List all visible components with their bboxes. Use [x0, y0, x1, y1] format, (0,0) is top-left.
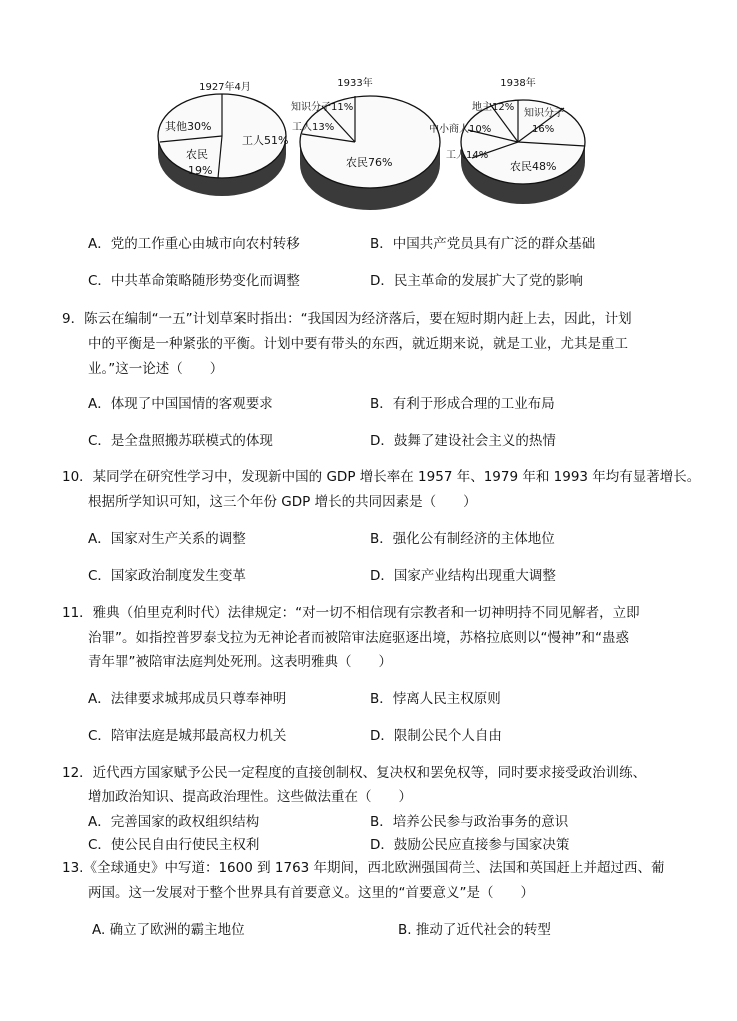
- q12-option-b: B．培养公民参与政治事务的意识: [370, 814, 569, 830]
- q13-option-b: B. 推动了近代社会的转型: [398, 922, 551, 938]
- q10-option-a: A．国家对生产关系的调整: [88, 531, 246, 547]
- slice-label-others-1927: 其他30%: [165, 120, 212, 133]
- slice-label-workers-1938: 工人14%: [446, 150, 489, 161]
- slice-label-peasants-1927-pct: 19%: [188, 164, 213, 177]
- pie-charts-figure: [150, 74, 590, 214]
- q11-stem-line-2: 治罪”。如指控普罗泰戈拉为无神论者而被陪审法庭驱逐出境，苏格拉底则以“慢神”和“蛊惑: [88, 630, 629, 646]
- slice-label-intellectuals-1938-pct: 16%: [532, 124, 555, 135]
- q11-option-a: A．法律要求城邦成员只尊奉神明: [88, 691, 287, 707]
- slice-label-peasants-1938: 农民48%: [510, 160, 557, 173]
- pie-chart-1938: [429, 76, 585, 204]
- q10-stem-line-1: 10．某同学在研究性学习中，发现新中国的 GDP 增长率在 1957 年、1979 年和 1993 年均有显著增长。: [62, 469, 701, 485]
- q10-option-b: B．强化公有制经济的主体地位: [370, 531, 555, 547]
- q8-option-a: A．党的工作重心由城市向农村转移: [88, 236, 300, 252]
- slice-label-landlords-1938: 地主12%: [472, 102, 515, 113]
- chart-title-1938: 1938年: [500, 78, 536, 89]
- q11-option-c: C．陪审法庭是城邦最高权力机关: [88, 728, 287, 744]
- slice-label-intellectuals-1933: 知识分子11%: [291, 102, 354, 113]
- slice-label-workers-1927: 工人51%: [242, 134, 289, 147]
- slice-label-intellectuals-1938: 知识分子: [524, 108, 564, 119]
- pie-chart-1927: [158, 80, 288, 196]
- q9-option-b: B．有利于形成合理的工业布局: [370, 396, 555, 412]
- q13-stem-line-1: 13.《全球通史》中写道：1600 到 1763 年期间，西北欧洲强国荷兰、法国和英国赶上并超过西、葡: [62, 860, 665, 876]
- q12-option-a: A．完善国家的政权组织结构: [88, 814, 260, 830]
- q8-option-d: D．民主革命的发展扩大了党的影响: [370, 273, 583, 289]
- q9-stem-line-3: 业。”这一论述（ ）: [88, 361, 224, 377]
- q11-option-d: D．限制公民个人自由: [370, 728, 502, 744]
- pie-chart-1933: [291, 76, 440, 210]
- q8-option-c: C．中共革命策略随形势变化而调整: [88, 273, 300, 289]
- q9-option-c: C．是全盘照搬苏联模式的体现: [88, 433, 273, 449]
- chart-title-1927: 1927年4月: [199, 82, 251, 93]
- q12-stem-line-1: 12．近代西方国家赋予公民一定程度的直接创制权、复决权和罢免权等，同时要求接受政治训练、: [62, 765, 647, 781]
- q12-option-d: D．鼓励公民应直接参与国家决策: [370, 837, 570, 853]
- slice-label-peasants-1927: 农民: [186, 148, 208, 161]
- q10-stem-line-2: 根据所学知识可知，这三个年份 GDP 增长的共同因素是（ ）: [88, 494, 477, 510]
- q12-option-c: C．使公民自由行使民主权利: [88, 837, 260, 853]
- q11-option-b: B．悖离人民主权原则: [370, 691, 501, 707]
- chart-title-1933: 1933年: [337, 78, 373, 89]
- q9-stem-line-2: 中的平衡是一种紧张的平衡。计划中要有带头的东西，就近期来说，就是工业，尤其是重工: [88, 336, 628, 352]
- q13-stem-line-2: 两国。这一发展对于整个世界具有首要意义。这里的“首要意义”是（ ）: [88, 885, 534, 901]
- q11-stem-line-1: 11．雅典（伯里克利时代）法律规定：“对一切不相信现有宗教者和一切神明持不同见解者，立即: [62, 605, 640, 621]
- slice-label-peasants-1933: 农民76%: [346, 156, 393, 169]
- q13-option-a: A. 确立了欧洲的霸主地位: [92, 922, 245, 938]
- q9-option-a: A．体现了中国国情的客观要求: [88, 396, 273, 412]
- slice-label-workers-1933: 工人13%: [292, 122, 335, 133]
- q9-option-d: D．鼓舞了建设社会主义的热情: [370, 433, 556, 449]
- q10-option-c: C．国家政治制度发生变革: [88, 568, 246, 584]
- q9-stem-line-1: 9．陈云在编制“一五”计划草案时指出：“我国因为经济落后，要在短时期内赶上去，因此，计划: [62, 311, 632, 327]
- q8-option-b: B．中国共产党员具有广泛的群众基础: [370, 236, 596, 252]
- q12-stem-line-2: 增加政治知识、提高政治理性。这些做法重在（ ）: [88, 789, 412, 805]
- slice-label-merchants-1938: 中小商人10%: [429, 124, 492, 135]
- q11-stem-line-3: 青年罪”被陪审法庭判处死刑。这表明雅典（ ）: [88, 654, 392, 670]
- q10-option-d: D．国家产业结构出现重大调整: [370, 568, 556, 584]
